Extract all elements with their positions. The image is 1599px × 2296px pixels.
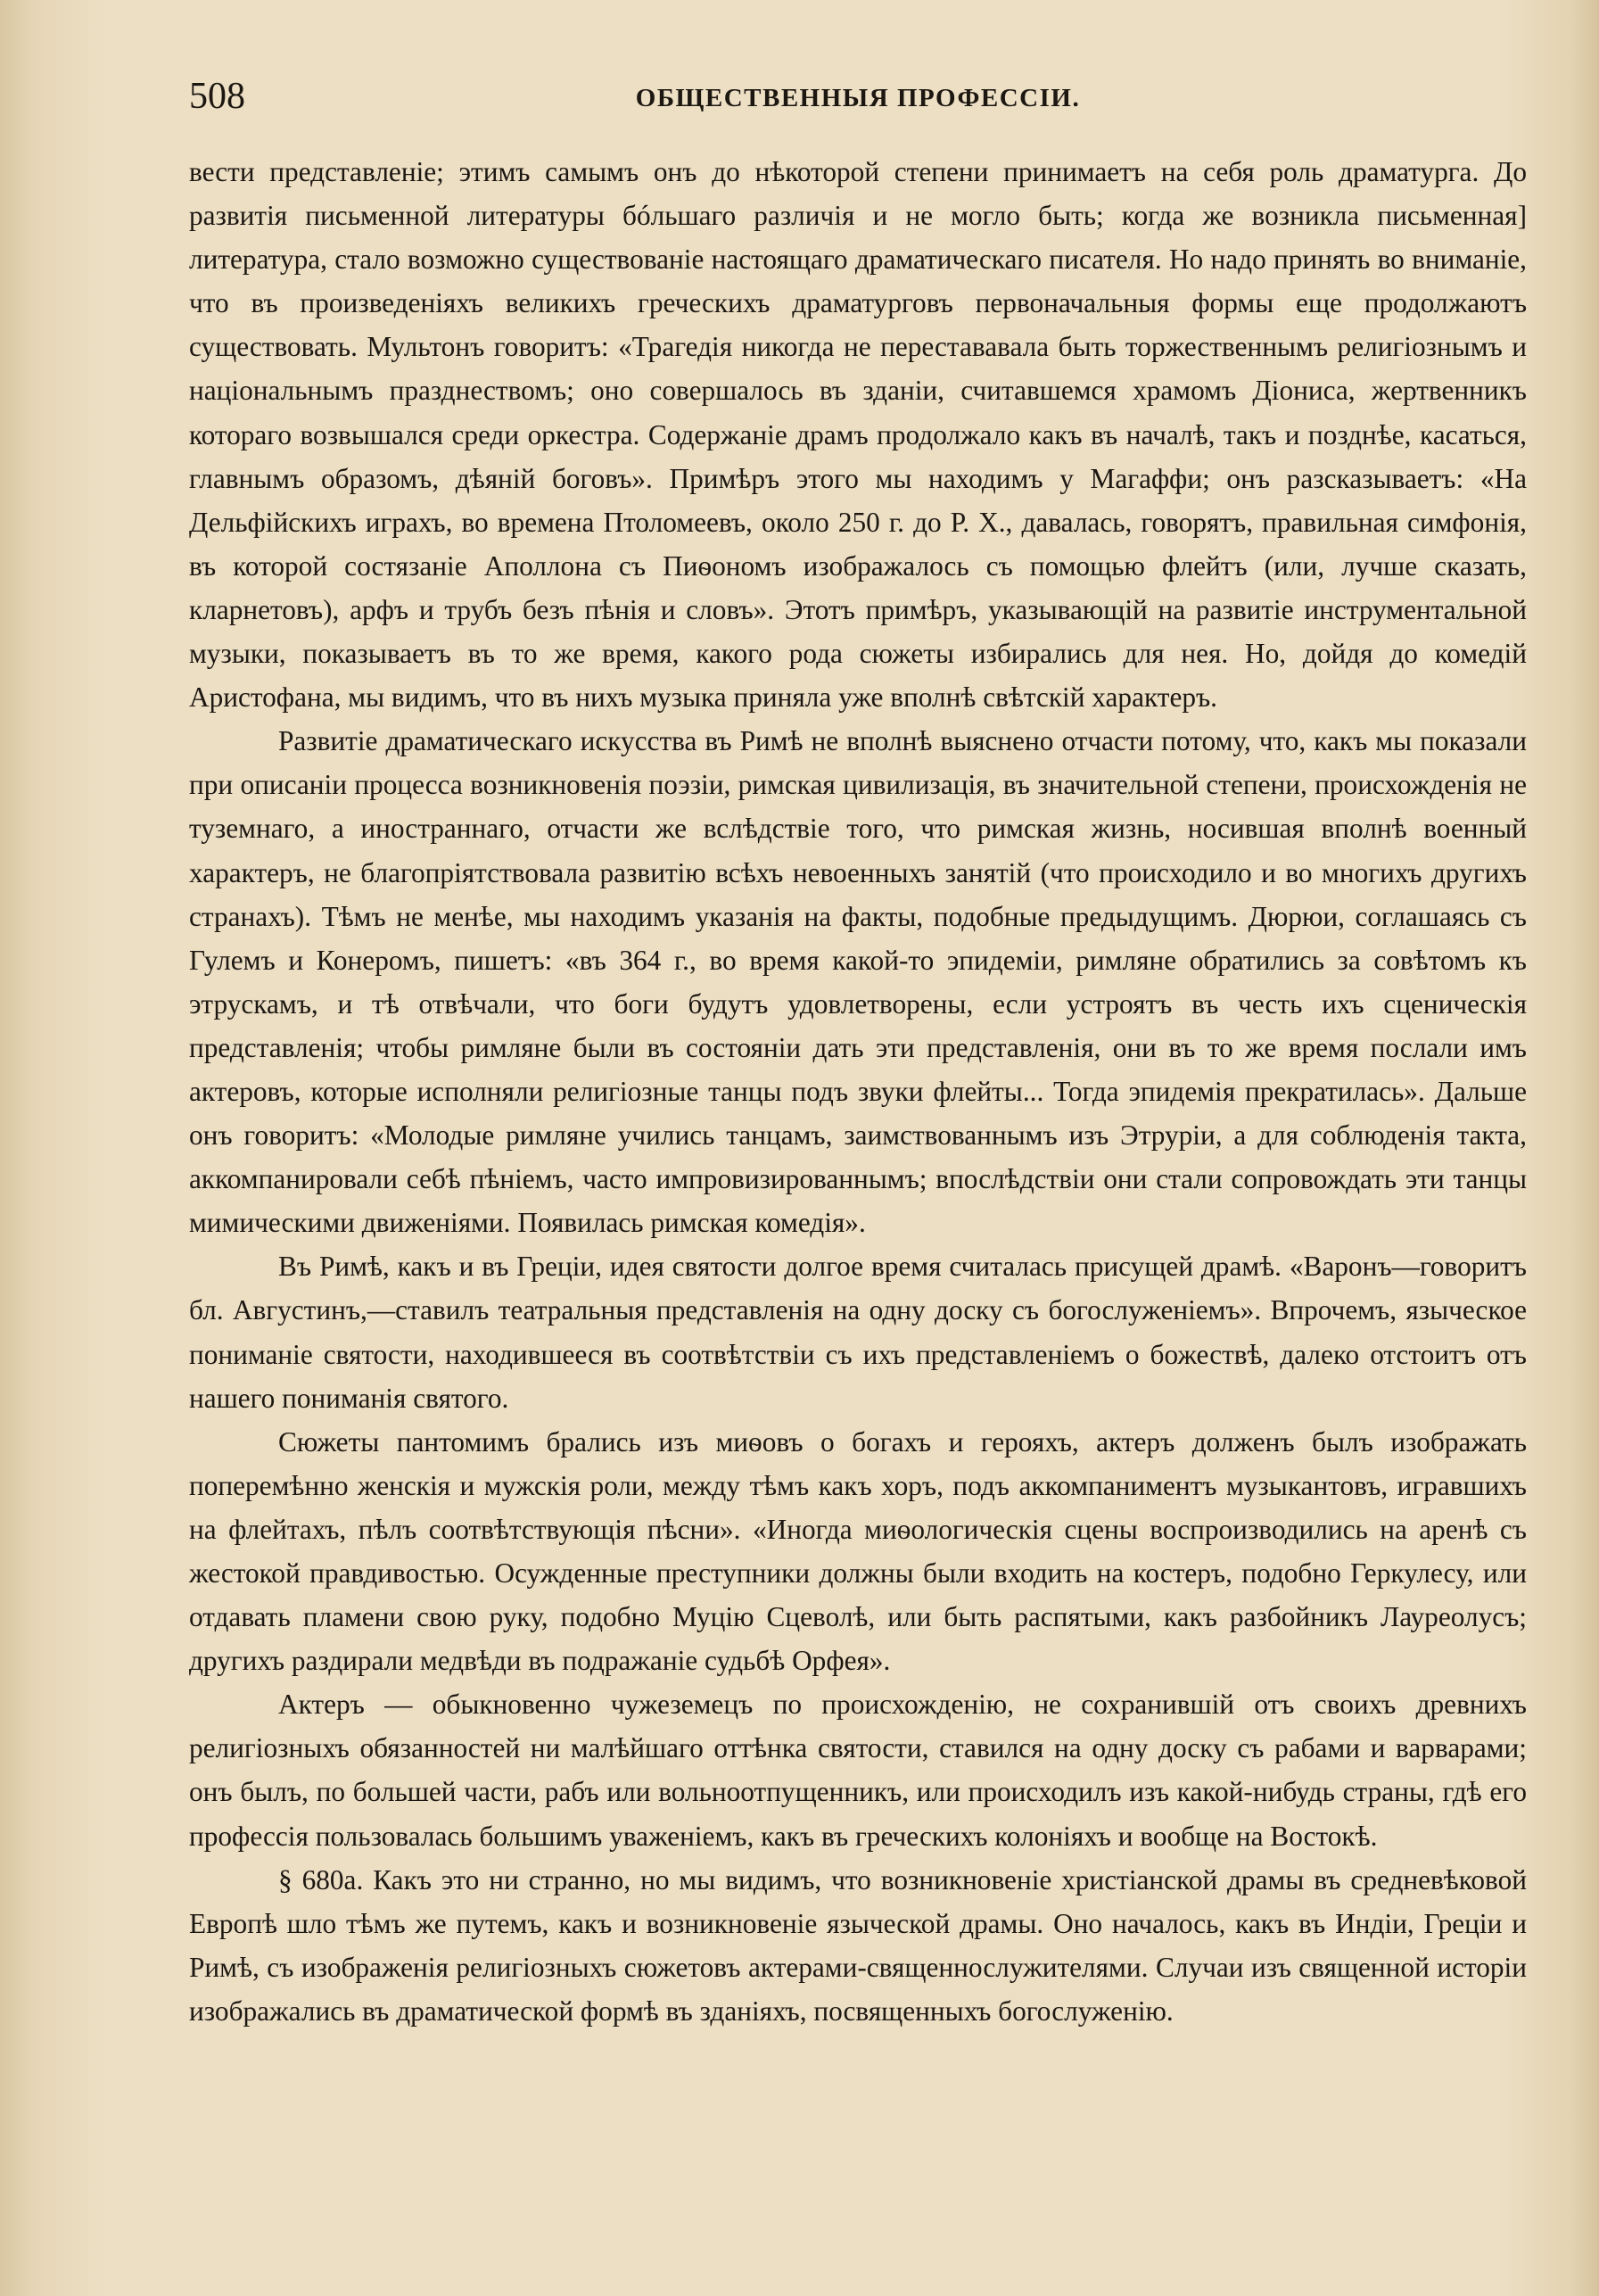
paragraph-pantomime: Сюжеты пантомимъ брались изъ миѳовъ о богахъ и герояхъ, актеръ долженъ былъ изображать поперемѣнно женскія и мужскія роли, между тѣмъ какъ хоръ, подъ аккомпаниментъ музыкантовъ, игравшихъ на флейтахъ, пѣлъ соотвѣтствующія пѣсни». «Иногда миѳологическія сцены воспроизводились на аренѣ съ жестокой правдивостью. Осужденные преступники должны были входить на костеръ, подобно Геркулесу, или отдавать пламени свою руку, подобно Муцію Сцеволѣ, или быть распятыми, какъ разбойникъ Лауреолусъ; другихъ раздирали медвѣди въ подражаніе судьбѣ Орфея». [189, 1425, 1527, 1677]
page-number: 508 [189, 76, 245, 117]
paragraph-rome-drama: Развитіе драматическаго искусства въ Римѣ не вполнѣ выяснено отчасти потому, что, какъ мы показали при описаніи процесса возникновенія поэзіи, римская цивилизація, въ значительной степени, происхожденія не туземнаго, а иностраннаго, отчасти же вслѣдствіе того, что римская жизнь, носившая вполнѣ военный характеръ, не благопріятствовала развитію всѣхъ невоенныхъ занятій (что происходило и во многихъ другихъ странахъ). Тѣмъ не менѣе, мы находимъ указанія на факты, подобные предыдущимъ. Дюрюи, соглашаясь съ Гулемъ и Конеромъ, пишетъ: «въ 364 г., во время какой-то эпидеміи, римляне обратились за совѣтомъ къ этрускамъ, и тѣ отвѣчали, что боги будутъ удовлетворены, если устроятъ въ честь ихъ сценическія представленія; чтобы римляне были въ состояніи дать эти представленія, они въ то же время послали имъ актеровъ, которые исполняли религіозные танцы подъ звуки флейты... Тогда эпидемія прекратилась». Дальше онъ говоритъ: «Молодые римляне учились танцамъ, заимствованнымъ изъ Этруріи, а для соблюденія такта, аккомпанировали себѣ пѣніемъ, часто импровизированнымъ; впослѣдствіи они стали сопровождать эти танцы мимическими движеніями. Появилась римская комедія». [189, 725, 1527, 1239]
paragraph-sanctity: Въ Римѣ, какъ и въ Греціи, идея святости долгое время считалась присущей драмѣ. «Варонъ—говоритъ бл. Августинъ,—ставилъ театральныя представленія на одну доску съ богослуженіемъ». Впрочемъ, языческое пониманіе святости, находившееся въ соотвѣтствіи съ ихъ представленіемъ о божествѣ, далеко отстоитъ отъ нашего пониманія святого. [189, 1251, 1527, 1414]
page-header [189, 70, 1527, 123]
body-text [189, 150, 1527, 2033]
paragraph-continuation: вести представленіе; этимъ самымъ онъ до нѣкоторой степени принимаетъ на себя роль драматурга. До развитія письменной литературы бóльшаго различія и не могло быть; когда же возникла письменная] литература, стало возможно существованіе настоящаго драматическаго писателя. Но надо принять во вниманіе, что въ произведеніяхъ великихъ греческихъ драматурговъ первоначальныя формы еще продолжаютъ существовать. Мультонъ говоритъ: «Трагедія никогда не перестававала быть торжественнымъ религіознымъ и національнымъ празднествомъ; оно совершалось въ зданіи, считавшемся храмомъ Діониса, жертвенникъ котораго возвышался среди оркестра. Содержаніе драмъ продолжало какъ въ началѣ, такъ и позднѣе, касаться, главнымъ образомъ, дѣяній боговъ». Примѣръ этого мы находимъ у Магаффи; онъ разсказываетъ: «На Дельфійскихъ играхъ, во времена Птоломеевъ, около 250 г. до Р. X., давалась, говорятъ, правильная симфонія, въ которой состязаніе Аполлона съ Пиѳономъ изображалось съ помощью флейтъ (или, лучше сказать, кларнетовъ), арфъ и трубъ безъ пѣнія и словъ». Этотъ примѣръ, указывающій на развитіе инструментальной музыки, показываетъ въ то же время, какого рода сюжеты избирались для нея. Но, дойдя до комедій Аристофана, мы видимъ, что въ нихъ музыка приняла уже вполнѣ свѣтскій характеръ. [189, 156, 1527, 714]
paragraph-section-680a: § 680а. Какъ это ни странно, но мы видимъ, что возникновеніе христіанской драмы въ средневѣковой Европѣ шло тѣмъ же путемъ, какъ и возникновеніе языческой драмы. Оно началось, какъ въ Индіи, Греціи и Римѣ, съ изображенія религіозныхъ сюжетовъ актерами-священнослужителями. Случаи изъ священной исторіи изображались въ драматической формѣ въ зданіяхъ, посвященныхъ богослуженію. [189, 1863, 1527, 2027]
running-title: ОБЩЕСТВЕННЫЯ ПРОФЕССІИ. [635, 84, 1081, 112]
paragraph-actor: Актеръ — обыкновенно чужеземецъ по происхожденію, не сохранившій отъ своихъ древнихъ религіозныхъ обязанностей ни малѣйшаго оттѣнка святости, ставился на одну доску съ рабами и варварами; онъ былъ, по большей части, рабъ или вольноотпущенникъ, или происходилъ изъ какой-нибудь страны, гдѣ его профессія пользовалась большимъ уваженіемъ, какъ въ греческихъ колоніяхъ и вообще на Востокѣ. [189, 1689, 1527, 1852]
